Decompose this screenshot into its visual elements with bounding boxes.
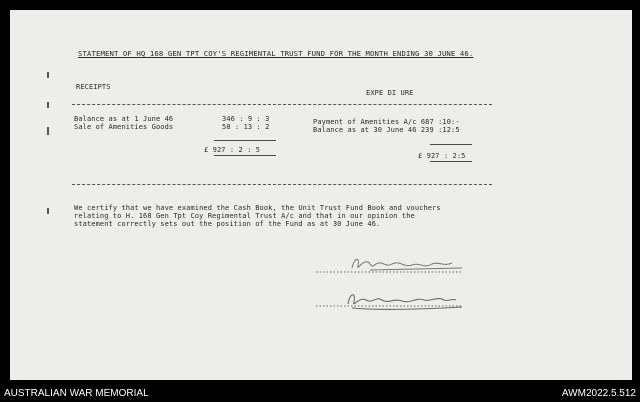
receipts-total: £ 927 : 2 : 5 [204, 146, 261, 154]
expenditure-label: Payment of Amenities A/c 687 :10:- [313, 118, 460, 126]
archive-reference: AWM2022.5.512 [561, 388, 636, 399]
certification-line: statement correctly sets out the position of the Fund as at 30 June 46. [74, 220, 381, 228]
certification-line: relating to H. 168 Gen Tpt Coy Regimental Trust A/c and that in our opinion the [74, 212, 415, 220]
expenditure-total: £ 927 : 2:5 [418, 152, 466, 160]
heading-rule [72, 104, 492, 105]
section-divider [72, 184, 492, 185]
archive-caption: AUSTRALIAN WAR MEMORIAL [4, 388, 149, 399]
expenditure-total-rule [430, 144, 472, 145]
receipt-amount: 346 : 9 : 3 [222, 115, 270, 123]
expenditure-total-underline [430, 161, 472, 162]
punch-mark [47, 102, 49, 108]
receipt-label: Balance as at 1 June 46 [74, 115, 174, 123]
certification-line: We certify that we have examined the Cash Book, the Unit Trust Fund Book and vouchers [74, 204, 441, 212]
signature-1 [312, 252, 482, 278]
receipts-heading: RECEIPTS [76, 83, 111, 91]
signature-2 [312, 288, 482, 314]
expenditure-label: Balance as at 30 June 46 239 :12:5 [313, 126, 460, 134]
receipts-total-underline [214, 155, 276, 156]
receipts-total-rule [214, 140, 276, 141]
expenditure-heading: EXPE DI URE [366, 89, 414, 97]
punch-mark [47, 208, 49, 214]
punch-mark [47, 72, 49, 78]
receipt-amount: 58 : 13 : 2 [222, 123, 270, 131]
document-page [10, 10, 632, 380]
punch-mark [47, 127, 49, 135]
receipt-label: Sale of Amenities Goods [74, 123, 174, 131]
document-title: STATEMENT OF HQ 168 GEN TPT COY'S REGIMENTAL TRUST FUND FOR THE MONTH ENDING 30 JUNE 46. [78, 49, 474, 58]
